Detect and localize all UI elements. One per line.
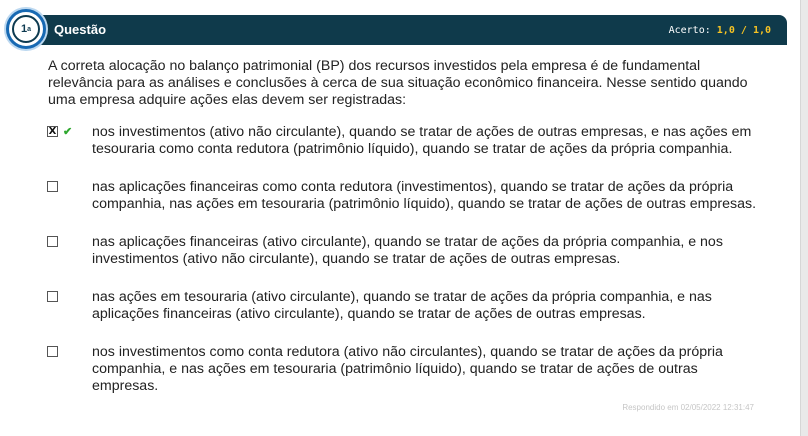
score-separator: / (740, 25, 747, 36)
option-a[interactable] (46, 124, 766, 175)
score-value: 1,0 (716, 25, 735, 36)
question-title: Questão (54, 22, 107, 37)
option-text: nos investimentos como conta redutora (ativo não circulantes), quando se tratar de ações da própria companhia, e nas ações em tesouraria (patrimônio líquido), quando se tratar de ações de outras empresas. (92, 344, 723, 394)
checkbox[interactable] (47, 346, 58, 357)
option-b[interactable] (46, 179, 766, 230)
checkbox[interactable] (47, 181, 58, 192)
option-text: nas aplicações financeiras (ativo circulante), quando se tratar de ações da própria companhia, e nos investimentos (ativo não circulante), quando se tratar de ações de outras empresas. (92, 234, 723, 267)
question-number: 1 a (12, 15, 40, 43)
answered-timestamp: Respondido em 02/05/2022 12:31:47 (622, 403, 754, 412)
score-label: Acerto: (668, 25, 711, 36)
option-c[interactable] (46, 234, 766, 285)
option-text: nas ações em tesouraria (ativo circulante), quando se tratar de ações da própria companhia, e nas aplicações financeiras (ativo circulante), quando se tratar de ações de outras empresas. (92, 289, 712, 322)
score (669, 25, 771, 36)
answer-options (46, 124, 766, 399)
option-text: nos investimentos (ativo não circulante), quando se tratar de ações de outras empresas, e nas ações em tesouraria como conta redutora (patrimônio líquido), quando se tratar de ações da própria companhia. (92, 124, 752, 157)
question-text: A correta alocação no balanço patrimonial (BP) dos recursos investidos pela empresa é de fundamental relevância para as análises e conclusões à cerca de sua situação econômico financeira. Nesse sentido quando uma empresa adquire ações elas devem ser registradas: (48, 58, 748, 108)
checkbox[interactable] (47, 291, 58, 302)
score-total: 1,0 (752, 25, 771, 36)
option-d[interactable] (46, 289, 766, 340)
option-text: nas aplicações financeiras como conta redutora (investimentos), quando se tratar de ações da própria companhia, nas ações em tesouraria (patrimônio líquido), quando se tratar de ações de outras empresas. (92, 179, 757, 212)
option-e[interactable] (46, 344, 766, 395)
checkbox[interactable]: X (48, 126, 57, 137)
scrollbar-track[interactable] (800, 0, 808, 436)
checkmark-icon: ✔ (63, 126, 73, 138)
question-number-badge (6, 9, 46, 49)
checkbox[interactable] (47, 236, 58, 247)
question-header (14, 15, 787, 45)
